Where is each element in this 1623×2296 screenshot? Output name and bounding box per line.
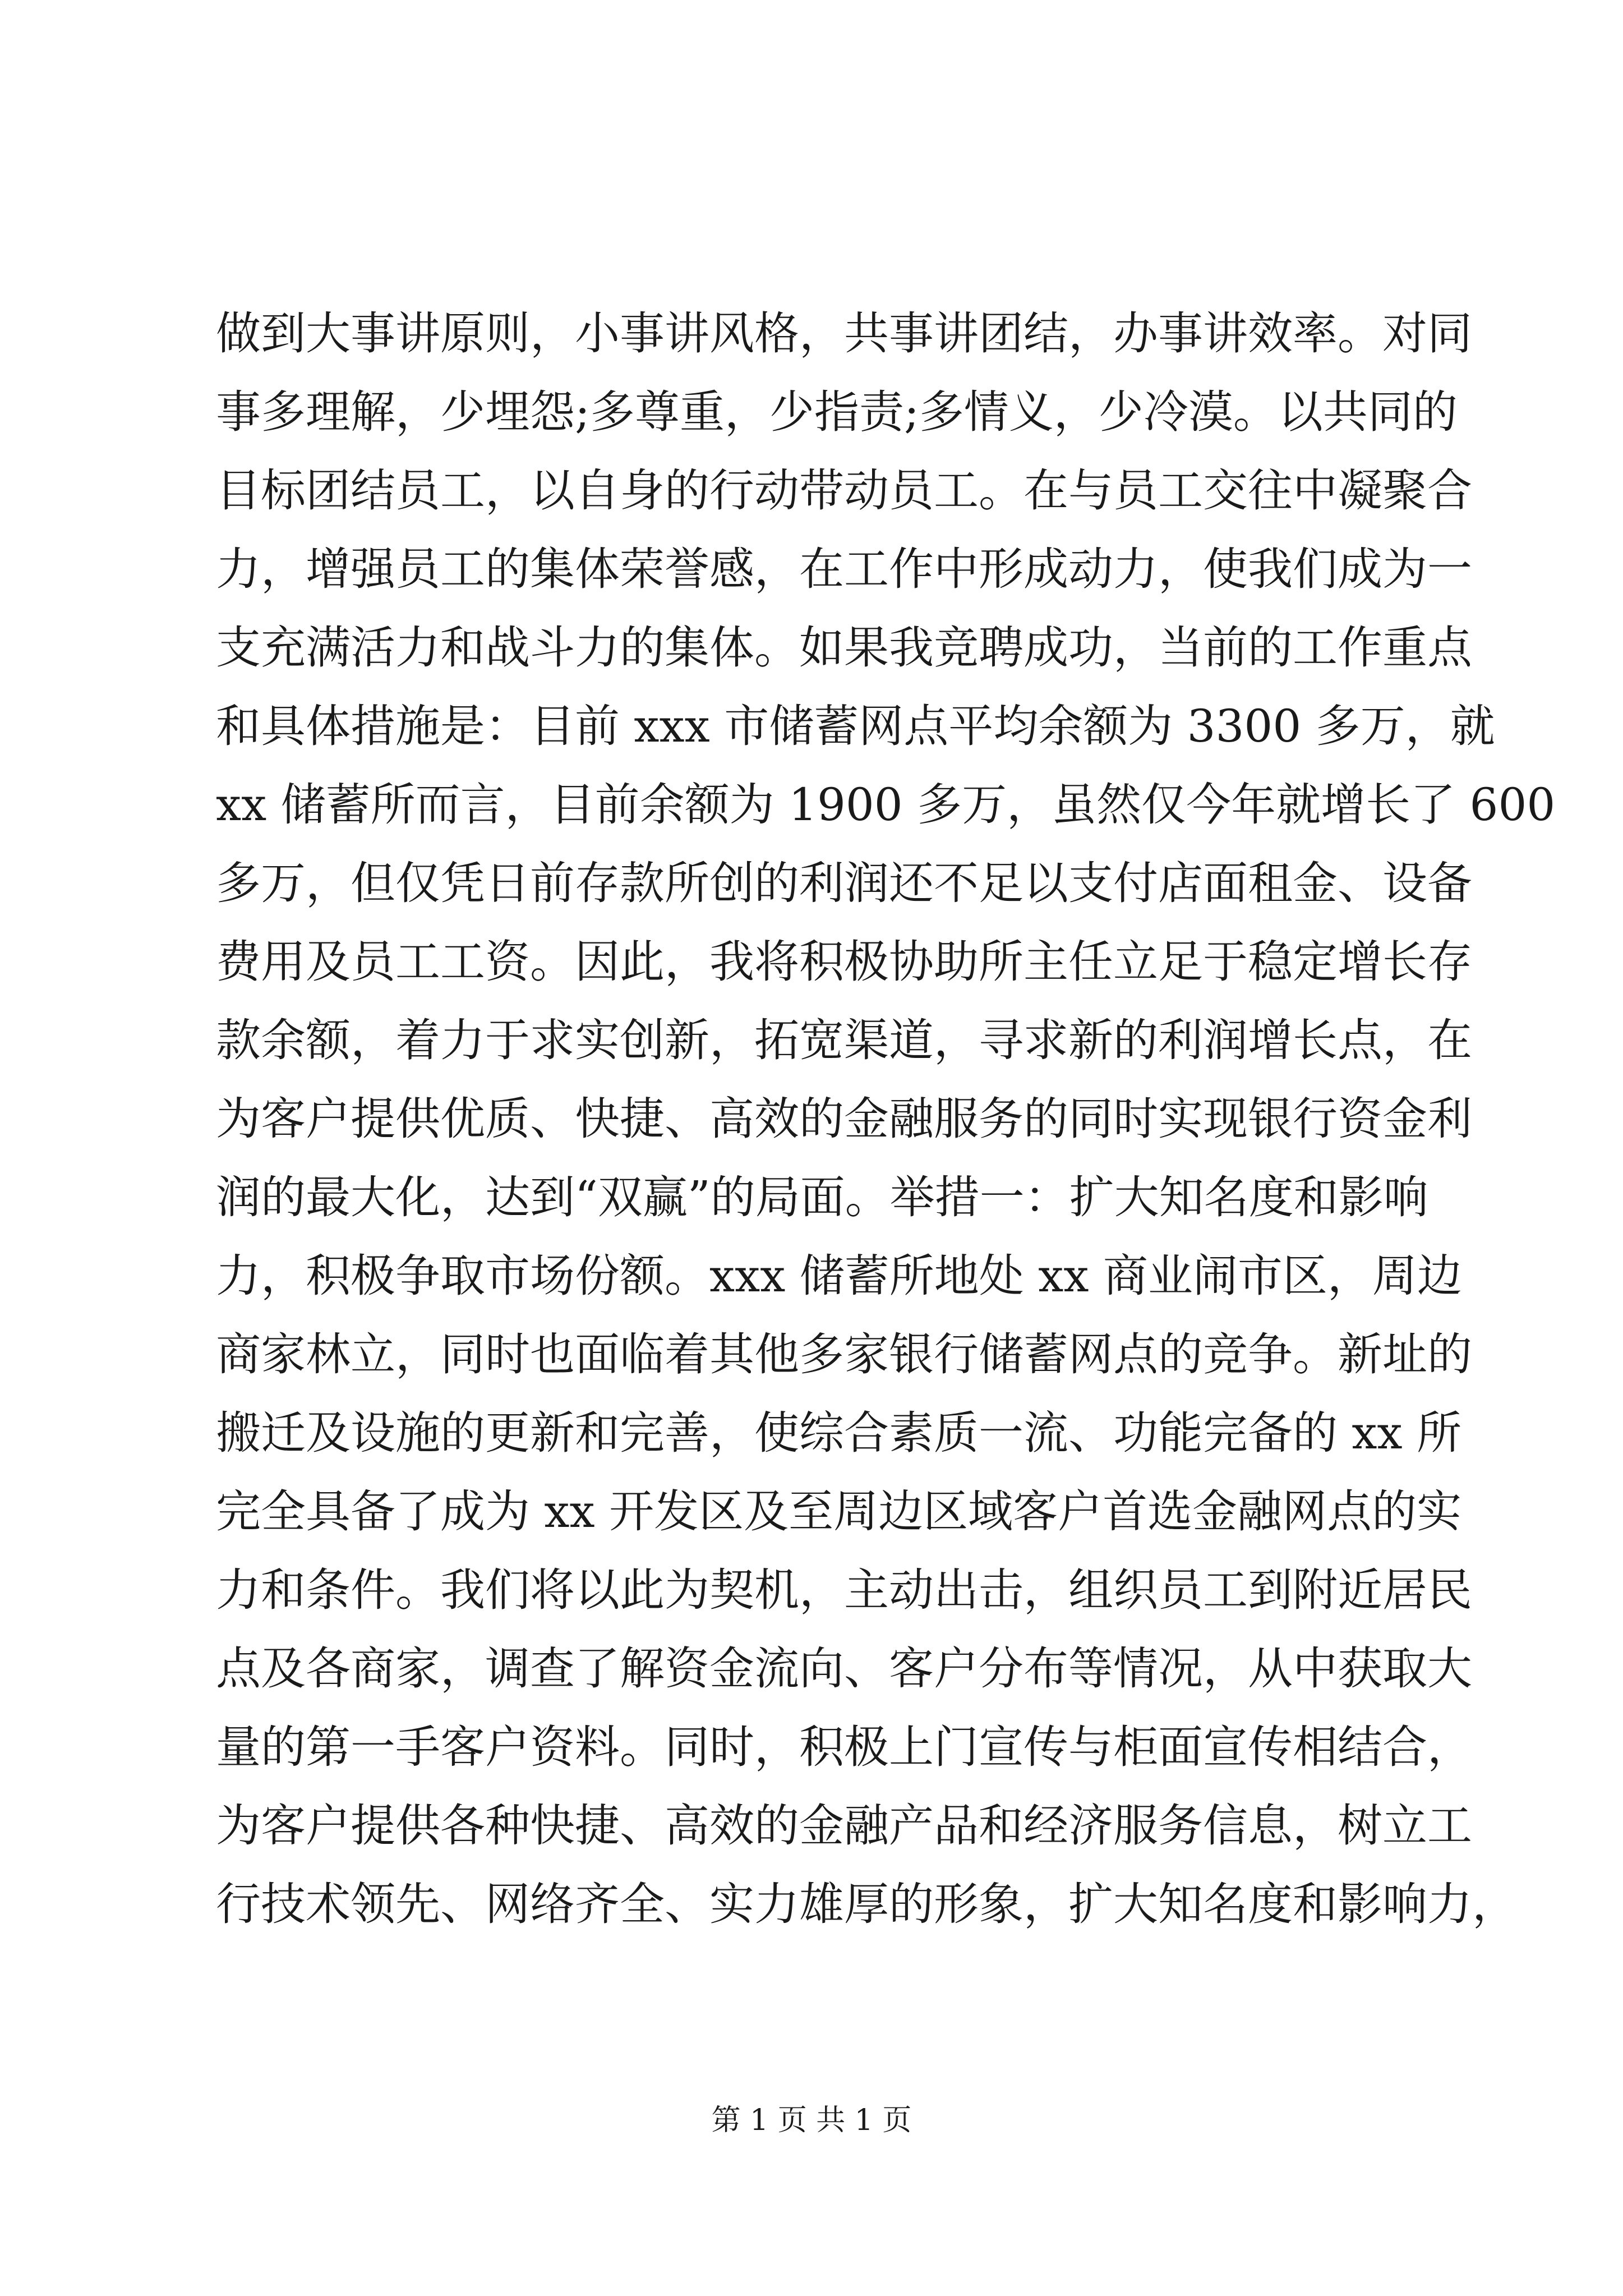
text-line: 款余额，着力于求实创新，拓宽渠道，寻求新的利润增长点，在 <box>216 1014 1472 1066</box>
text-line: 润的最大化，达到“双赢”的局面。举措一：扩大知名度和影响 <box>216 1171 1428 1223</box>
text-line: 为客户提供优质、快捷、高效的金融服务的同时实现银行资金利 <box>216 1093 1472 1145</box>
text-line: 多万，但仅凭日前存款所创的利润还不足以支付店面租金、设备 <box>216 857 1472 909</box>
text-line: 力和条件。我们将以此为契机，主动出击，组织员工到附近居民 <box>216 1564 1472 1616</box>
text-line: 行技术领先、网络齐全、实力雄厚的形象，扩大知名度和影响力， <box>216 1878 1517 1930</box>
text-line: 支充满活力和战斗力的集体。如果我竞聘成功，当前的工作重点 <box>216 622 1472 674</box>
text-line: 搬迁及设施的更新和完善，使综合素质一流、功能完备的 xx 所 <box>216 1407 1462 1459</box>
text-line: 做到大事讲原则，小事讲风格，共事讲团结，办事讲效率。对同 <box>216 307 1472 360</box>
text-line: 目标团结员工，以自身的行动带动员工。在与员工交往中凝聚合 <box>216 464 1472 517</box>
text-line: 力，增强员工的集体荣誉感，在工作中形成动力，使我们成为一 <box>216 543 1472 595</box>
text-line: 和具体措施是：目前 xxx 市储蓄网点平均余额为 3300 多万，就 <box>216 700 1495 752</box>
text-line: 事多理解，少埋怨;多尊重，少指责;多情义，少冷漠。以共同的 <box>216 386 1458 438</box>
text-line: 量的第一手客户资料。同时，积极上门宣传与柜面宣传相结合， <box>216 1721 1472 1773</box>
text-line: xx 储蓄所而言，目前余额为 1900 多万，虽然仅今年就增长了 600 <box>216 779 1556 831</box>
text-line: 点及各商家，调查了解资金流向、客户分布等情况，从中获取大 <box>216 1642 1472 1695</box>
text-line: 完全具备了成为 xx 开发区及至周边区域客户首选金融网点的实 <box>216 1485 1462 1538</box>
text-line: 商家林立，同时也面临着其他多家银行储蓄网点的竞争。新址的 <box>216 1328 1472 1381</box>
text-line: 力，积极争取市场份额。xxx 储蓄所地处 xx 商业闹市区，周边 <box>216 1250 1462 1302</box>
text-line: 为客户提供各种快捷、高效的金融产品和经济服务信息，树立工 <box>216 1800 1472 1852</box>
text-line: 费用及员工工资。因此，我将积极协助所主任立足于稳定增长存 <box>216 936 1472 988</box>
page-footer: 第 1 页 共 1 页 <box>711 2104 912 2137</box>
